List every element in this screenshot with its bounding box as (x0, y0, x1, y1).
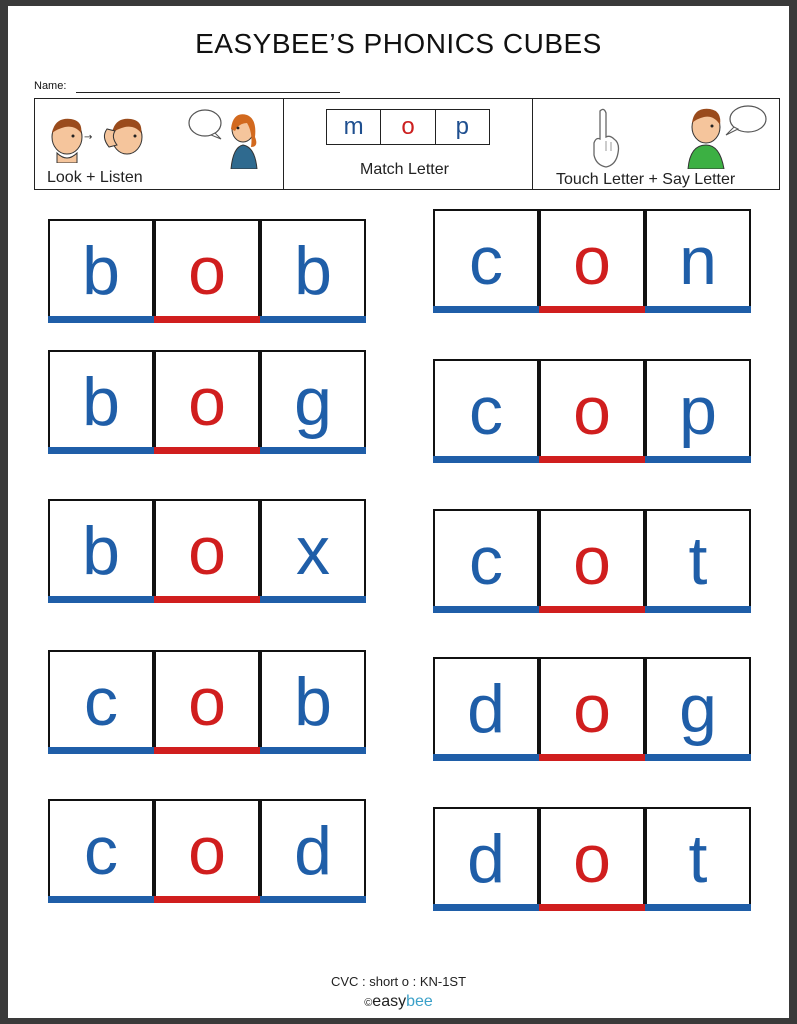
letter-cube (154, 350, 260, 454)
consonant-letter: b (294, 664, 332, 740)
consonant-underline (48, 747, 154, 754)
consonant-underline (48, 896, 154, 903)
consonant-underline (48, 316, 154, 323)
letter-cube (48, 799, 154, 903)
letter-cube (645, 359, 751, 463)
consonant-underline (260, 896, 366, 903)
letter-cube (154, 799, 260, 903)
vowel-underline (539, 306, 645, 313)
consonant-letter: c (469, 523, 503, 599)
consonant-underline (260, 447, 366, 454)
vowel-letter: o (573, 523, 611, 599)
level-footer: CVC : short o : KN-1ST (330, 974, 467, 989)
vowel-underline (154, 896, 260, 903)
consonant-letter: x (296, 513, 330, 589)
example-cubes (326, 109, 490, 145)
boy-look-listen-icon (45, 115, 157, 163)
consonant-underline (645, 904, 751, 911)
letter-cube (645, 657, 751, 761)
letter-cube (433, 209, 539, 313)
consonant-letter: t (688, 821, 708, 897)
letter-cube (433, 657, 539, 761)
vowel-letter: o (188, 813, 226, 889)
vowel-letter: o (188, 513, 226, 589)
letter-cube (260, 650, 366, 754)
consonant-underline (260, 747, 366, 754)
consonant-underline (645, 754, 751, 761)
consonant-letter: g (679, 671, 717, 747)
letter-cube (48, 219, 154, 323)
consonant-underline (433, 904, 539, 911)
letter-cube (48, 499, 154, 603)
word-cube-set (433, 209, 751, 313)
vowel-letter: o (573, 671, 611, 747)
letter-cube (154, 219, 260, 323)
vowel-underline (539, 904, 645, 911)
consonant-letter: d (467, 821, 505, 897)
brand-easy: easy (372, 993, 407, 1010)
vowel-letter: o (188, 233, 226, 309)
touch-say-cell (532, 99, 780, 189)
letter-cube (260, 219, 366, 323)
letter-cube (539, 359, 645, 463)
touch-say-text: Touch Letter + Say Letter (556, 171, 736, 188)
consonant-letter: p (679, 373, 717, 449)
vowel-underline (154, 447, 260, 454)
consonant-letter: b (82, 513, 120, 589)
look-listen-cell (35, 99, 283, 189)
consonant-letter: b (82, 364, 120, 440)
consonant-underline (433, 606, 539, 613)
consonant-letter: c (469, 373, 503, 449)
consonant-underline (48, 596, 154, 603)
brand-bee: bee (406, 993, 433, 1010)
letter-cube (260, 799, 366, 903)
match-letter-cell (283, 99, 533, 189)
word-cube-set (433, 359, 751, 463)
consonant-underline (260, 316, 366, 323)
letter-cube (260, 350, 366, 454)
word-cube-set (433, 509, 751, 613)
consonant-letter: t (688, 523, 708, 599)
boy-speaking-icon (682, 103, 772, 169)
letter-cube (260, 499, 366, 603)
letter-cube (48, 650, 154, 754)
consonant-underline (645, 456, 751, 463)
consonant-letter: b (294, 233, 332, 309)
word-cube-set (48, 219, 366, 323)
letter-cube (539, 509, 645, 613)
word-cube-set (48, 499, 366, 603)
consonant-letter: n (679, 223, 717, 299)
word-cube-set (48, 650, 366, 754)
letter-cube (154, 650, 260, 754)
consonant-underline (260, 596, 366, 603)
vowel-letter: o (573, 373, 611, 449)
consonant-letter: d (294, 813, 332, 889)
example-cube: p (435, 110, 489, 144)
consonant-letter: c (84, 664, 118, 740)
vowel-underline (154, 596, 260, 603)
word-cube-set (48, 799, 366, 903)
example-cube: o (380, 110, 434, 144)
vowel-letter: o (188, 664, 226, 740)
vowel-underline (539, 606, 645, 613)
consonant-underline (433, 306, 539, 313)
letter-cube (539, 657, 645, 761)
letter-cube (433, 509, 539, 613)
brand-logo (0, 993, 797, 1011)
vowel-letter: o (573, 223, 611, 299)
letter-cube (645, 807, 751, 911)
vowel-letter: o (573, 821, 611, 897)
word-cube-set (433, 807, 751, 911)
vowel-underline (539, 456, 645, 463)
letter-cube (539, 807, 645, 911)
look-listen-text: Look + Listen (47, 169, 143, 186)
letter-cube (433, 807, 539, 911)
consonant-letter: g (294, 364, 332, 440)
consonant-letter: c (469, 223, 503, 299)
consonant-letter: c (84, 813, 118, 889)
page-title: EASYBEE’S PHONICS CUBES (195, 28, 602, 59)
match-letter-text: Match Letter (360, 161, 449, 178)
svg-text:→: → (84, 132, 93, 143)
consonant-letter: b (82, 233, 120, 309)
letter-cube (154, 499, 260, 603)
consonant-underline (433, 456, 539, 463)
letter-cube (48, 350, 154, 454)
letter-cube (433, 359, 539, 463)
example-cube: m (343, 113, 364, 140)
letter-cube (645, 209, 751, 313)
consonant-underline (645, 606, 751, 613)
word-cube-set (433, 657, 751, 761)
pointing-hand-icon (590, 107, 622, 169)
instructions-panel (34, 98, 780, 190)
vowel-underline (154, 316, 260, 323)
name-line (76, 92, 340, 93)
vowel-letter: o (188, 364, 226, 440)
vowel-underline (539, 754, 645, 761)
girl-speaking-icon (187, 107, 269, 169)
vowel-underline (154, 747, 260, 754)
letter-cube (539, 209, 645, 313)
word-cube-set (48, 350, 366, 454)
name-label: Name: (34, 80, 67, 92)
consonant-letter: d (467, 671, 505, 747)
consonant-underline (48, 447, 154, 454)
consonant-underline (433, 754, 539, 761)
consonant-underline (645, 306, 751, 313)
letter-cube (645, 509, 751, 613)
copyright-mark: © (364, 997, 373, 1009)
